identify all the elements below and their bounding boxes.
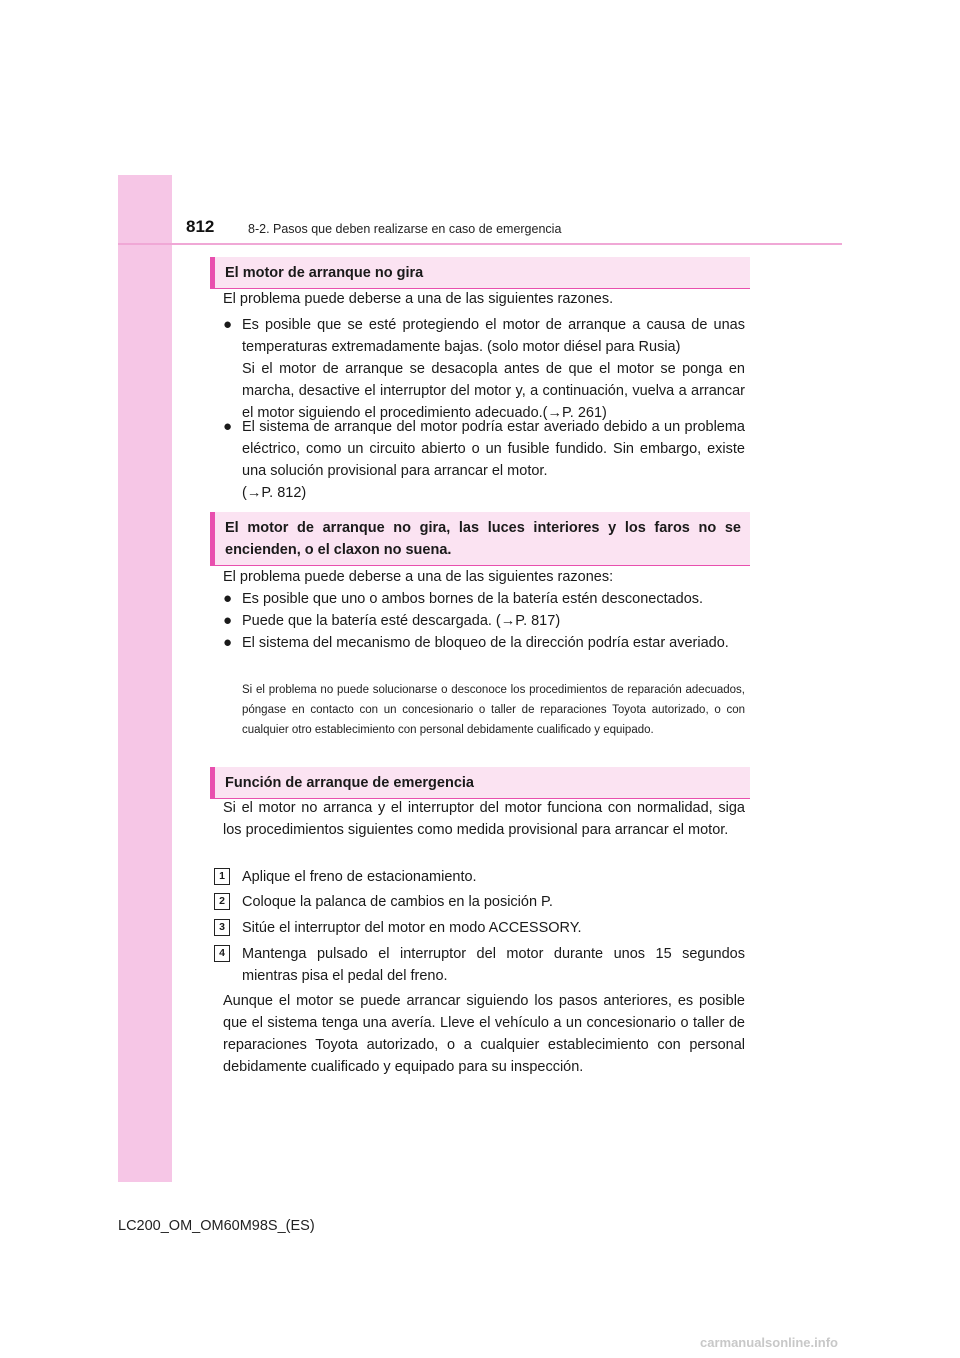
- side-tab: [118, 175, 172, 1182]
- section1-intro: El problema puede deberse a una de las siguientes razones.: [223, 291, 614, 307]
- bullet-icon: ●: [223, 612, 233, 629]
- bullet-icon: ●: [223, 418, 233, 435]
- step-text: Mantenga pulsado el interruptor del motor durante unos 15 segundos mientras pisa el pedal del freno.: [242, 946, 745, 984]
- service-note: Si el problema no puede solucionarse o desconoce los procedimientos de reparación adecuados, póngase en contacto con un concesionario o taller de reparaciones Toyota autorizado, o con cualquier otro establecimiento con personal debidamente cualificado y equipado.: [242, 684, 745, 736]
- step-item: [214, 917, 745, 939]
- step-number: 4: [214, 945, 230, 962]
- list-item: [223, 416, 745, 504]
- bullet-icon: ●: [223, 590, 233, 607]
- page-number: 812: [186, 217, 215, 236]
- step-text: Coloque la palanca de cambios en la posición P.: [242, 894, 553, 910]
- list-item-text: Puede que la batería esté descargada. (→P. 817): [242, 613, 561, 629]
- step-number: 2: [214, 893, 230, 910]
- list-item: [223, 610, 745, 632]
- closing-paragraph: Aunque el motor se puede arrancar siguiendo los pasos anteriores, es posible que el sistema tenga una avería. Lleve el vehículo a un concesionario o taller de reparaciones Toyota autorizado, o a cualquier establecimiento con personal debidamente cualificado y equipado para su inspección.: [223, 993, 745, 1075]
- section-heading-no-power: El motor de arranque no gira, las luces interiores y los faros no se encienden, o el claxon no suena.: [210, 512, 750, 566]
- step-text: Sitúe el interruptor del motor en modo ACCESSORY.: [242, 920, 582, 936]
- step-item: [214, 943, 745, 987]
- list-item: [223, 632, 745, 654]
- header-divider: [118, 243, 842, 245]
- section-heading-emergency-start: Función de arranque de emergencia: [210, 767, 750, 799]
- section-heading-starter: El motor de arranque no gira: [210, 257, 750, 289]
- watermark: carmanualsonline.info: [700, 1335, 838, 1350]
- list-item-text: El sistema del mecanismo de bloqueo de la dirección podría estar averiado.: [242, 635, 729, 651]
- step-item: [214, 891, 745, 913]
- chapter-title: 8-2. Pasos que deben realizarse en caso de emergencia: [248, 222, 562, 236]
- step-item: [214, 866, 745, 888]
- document-code: LC200_OM_OM60M98S_(ES): [118, 1218, 315, 1234]
- section2-intro: El problema puede deberse a una de las siguientes razones:: [223, 569, 614, 585]
- list-item: [223, 314, 745, 424]
- step-number: 1: [214, 868, 230, 885]
- list-item: [223, 588, 745, 610]
- list-item-detail: (→P. 812): [242, 485, 307, 501]
- list-item-detail: Si el motor de arranque se desacopla antes de que el motor se ponga en marcha, desactive el interruptor del motor y, a continuación, vuelva a arrancar el motor siguiendo el procedimiento adecuado.(→P. 261): [242, 361, 745, 421]
- list-item-text: El sistema de arranque del motor podría estar averiado debido a un problema eléctrico, como un circuito abierto o un fusible fundido. Sin embargo, existe una solución provisional para arrancar el motor.: [242, 419, 745, 479]
- step-number: 3: [214, 919, 230, 936]
- bullet-icon: ●: [223, 634, 233, 651]
- list-item-text: Es posible que se esté protegiendo el motor de arranque a causa de unas temperaturas extremadamente bajas. (solo motor diésel para Rusia): [242, 317, 745, 355]
- list-item-text: Es posible que uno o ambos bornes de la batería estén desconectados.: [242, 591, 704, 607]
- bullet-icon: ●: [223, 316, 233, 333]
- step-text: Aplique el freno de estacionamiento.: [242, 869, 477, 885]
- section3-intro: Si el motor no arranca y el interruptor del motor funciona con normalidad, siga los procedimientos siguientes como medida provisional para arrancar el motor.: [223, 800, 745, 838]
